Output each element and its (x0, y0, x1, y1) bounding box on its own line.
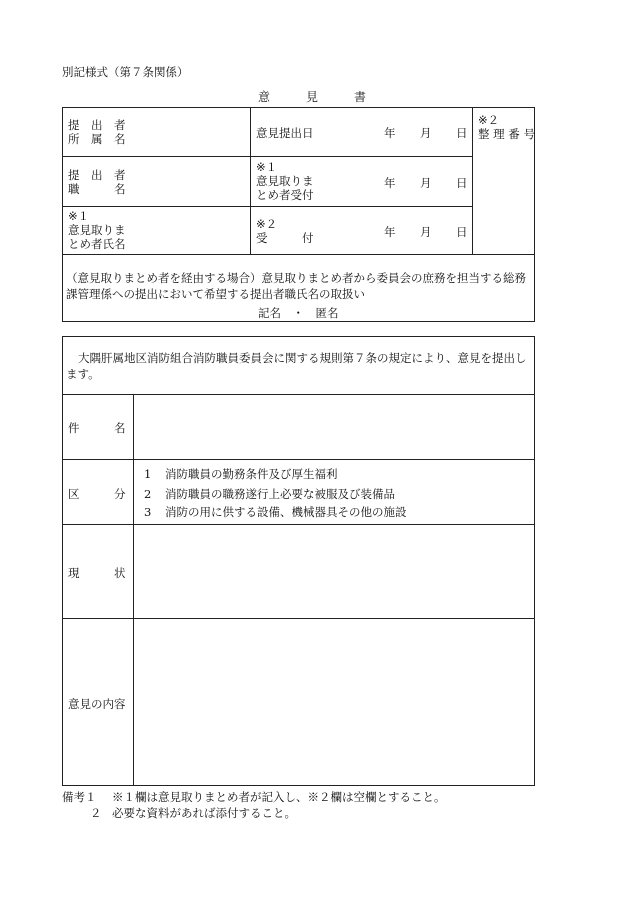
remarks-line-2: 必要な資料があれば添付すること。 (112, 806, 296, 820)
top-table-col2-divider (472, 107, 473, 255)
opinion-content-label: 意見の内容 (68, 697, 126, 711)
top-table-border-bottom (62, 321, 535, 322)
receipt-day: 日 (456, 225, 468, 239)
category-option-1[interactable] (144, 466, 337, 482)
category-text-1: 消防職員の勤務条件及び厚生福利 (164, 467, 338, 481)
status-label: 現 状 (68, 566, 126, 580)
subject-label: 件 名 (68, 421, 126, 435)
receipt-label: ※２ 受 付 (256, 217, 314, 245)
remarks-number-2: ２ (90, 806, 102, 820)
main-table-border-top (62, 336, 535, 337)
status-field[interactable] (134, 525, 534, 618)
category-num-3: 3 (144, 505, 152, 519)
submission-date-month: 月 (420, 126, 432, 140)
remarks-label: 備考１ (62, 790, 97, 804)
coordinator-receipt-day: 日 (456, 176, 468, 190)
category-num-2: 2 (144, 487, 152, 501)
document-title: 意 見 書 (258, 90, 367, 104)
top-table-border-row3 (62, 254, 535, 255)
top-table-border-left (62, 107, 63, 322)
subject-field[interactable] (134, 395, 534, 459)
submitter-position-label: 提 出 者 職 名 (68, 168, 126, 196)
main-table-border-left (62, 336, 63, 786)
top-table-col1-divider (250, 107, 251, 255)
coordinator-receipt-year: 年 (384, 176, 396, 190)
coordinator-receipt-label: ※１ 意見取りま とめ者受付 (256, 160, 314, 202)
submitter-affiliation-label: 提 出 者 所 属 名 (68, 118, 126, 146)
category-text-2: 消防職員の職務遂行上必要な被服及び装備品 (164, 487, 395, 501)
category-label: 区 分 (68, 487, 126, 501)
opinion-content-field[interactable] (134, 619, 534, 785)
receipt-month: 月 (420, 225, 432, 239)
remarks-line-1: ※１欄は意見取りまとめ者が記入し、※２欄は空欄とすること。 (112, 790, 446, 804)
main-table-border-right (534, 336, 535, 786)
category-option-2[interactable] (144, 486, 395, 502)
submission-date-label: 意見提出日 (256, 126, 314, 140)
submission-date-year: 年 (384, 126, 396, 140)
category-num-1: 1 (144, 467, 152, 481)
name-handling-choice[interactable]: 記名 ・ 匿名 (258, 306, 339, 320)
submission-date-day: 日 (456, 126, 468, 140)
category-text-3: 消防の用に供する設備、機械器具その他の施設 (164, 505, 407, 519)
submission-intro: 大隅肝属地区消防組合消防職員委員会に関する規則第７条の規定により、意見を提出します。 (66, 351, 527, 381)
top-table-border-top (62, 107, 535, 108)
receipt-year: 年 (384, 225, 396, 239)
name-handling-note: （意見取りまとめ者を経由する場合）意見取りまとめ者から委員会の庶務を担当する総務課管理係への提出において希望する提出者職氏名の取扱い (66, 271, 526, 301)
top-table-border-row1 (62, 156, 472, 157)
coordinator-name-label: ※１ 意見取りま とめ者氏名 (68, 209, 126, 251)
category-option-3[interactable] (144, 504, 406, 520)
form-label: 別記様式（第７条関係） (62, 65, 189, 79)
top-table-border-row2 (62, 206, 472, 207)
reference-number-label: ※２ 整 理 番 号 (478, 113, 535, 141)
coordinator-receipt-month: 月 (420, 176, 432, 190)
